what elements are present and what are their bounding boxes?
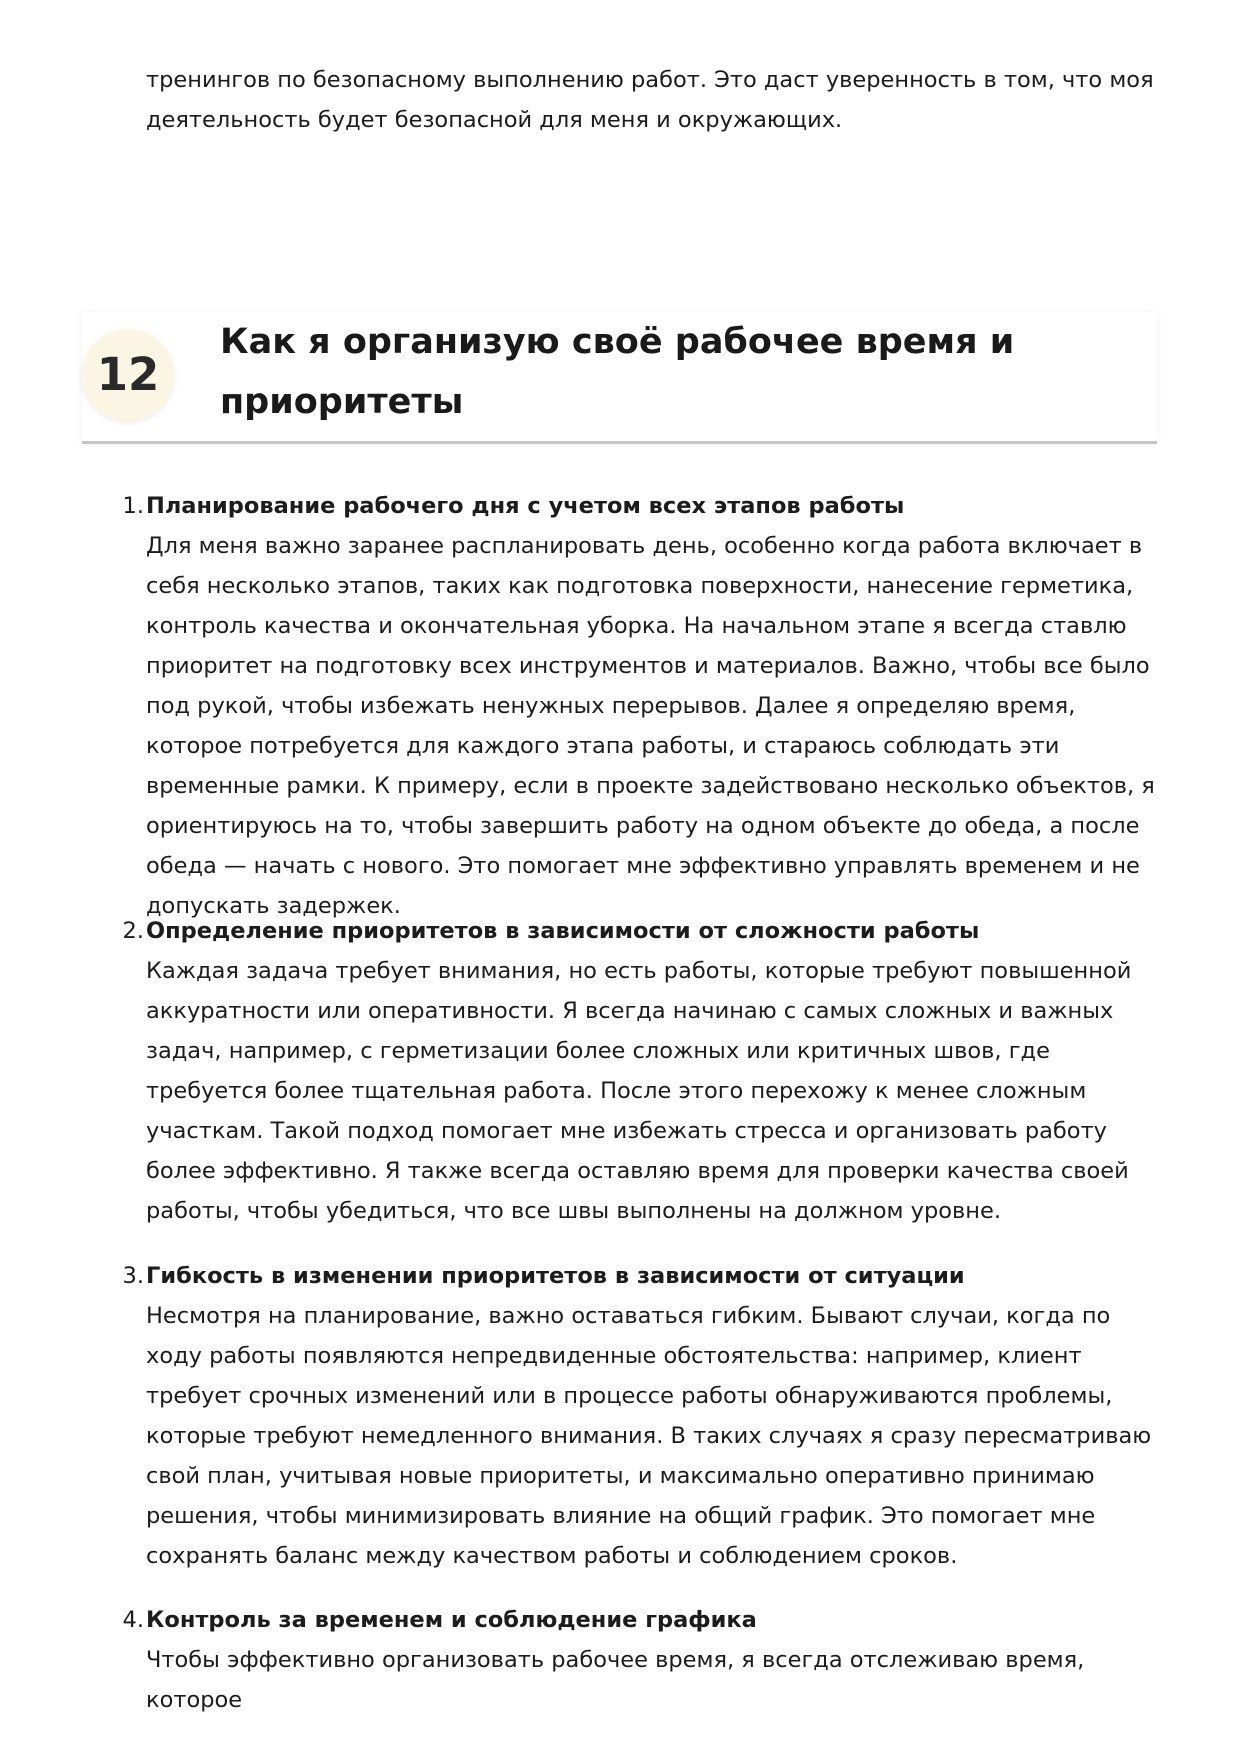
list-item-number: 3. — [122, 1263, 144, 1289]
list-item-text: Чтобы эффективно организовать рабочее время, я всегда отслеживаю время, которое — [146, 1647, 1085, 1713]
list-item-number: 4. — [122, 1607, 144, 1633]
list-item — [122, 911, 1156, 1231]
list-item-text: Каждая задача требует внимания, но есть работы, которые требуют повышенной аккуратности или оперативности. Я всегда начинаю с самых сложных и важных задач, например, с герметизации более сложных или критичных швов, где требуется более тщательная работа. После этого перехожу к менее сложным участкам. Такой подход помогает мне избежать стресса и организовать работу более эффективно. Я также всегда оставляю время для проверки качества своей работы, чтобы убедиться, что все швы выполнены на должном уровне. — [146, 958, 1132, 1224]
list-item-number: 1. — [122, 493, 144, 519]
list-item-text: Несмотря на планирование, важно оставаться гибким. Бывают случаи, когда по ходу работы появляются непредвиденные обстоятельства: например, клиент требует срочных изменений или в процессе работы обнаруживаются проблемы, которые требуют немедленного внимания. В таких случаях я сразу пересматриваю свой план, учитывая новые приоритеты, и максимально оперативно принимаю решения, чтобы минимизировать влияние на общий график. Это помогает мне сохранять баланс между качеством работы и соблюдением сроков. — [146, 1303, 1152, 1569]
list-item-text: Для меня важно заранее распланировать день, особенно когда работа включает в себя несколько этапов, таких как подготовка поверхности, нанесение герметика, контроль качества и окончательная уборка. На начальном этапе я всегда ставлю приоритет на подготовку всех инструментов и материалов. Важно, чтобы все было под рукой, чтобы избежать ненужных перерывов. Далее я определяю время, которое потребуется для каждого этапа работы, и стараюсь соблюдать эти временные рамки. К примеру, если в проекте задействовано несколько объектов, я ориентируюсь на то, чтобы завершить работу на одном объекте до обеда, а после обеда — начать с нового. Это помогает мне эффективно управлять временем и не допускать задержек. — [146, 533, 1155, 919]
list-item-title: Определение приоритетов в зависимости от сложности работы — [146, 918, 980, 944]
section-number-badge: 12 — [82, 329, 174, 421]
section-title: Как я организую своё рабочее время и приоритеты — [220, 322, 1015, 422]
list-item-title: Гибкость в изменении приоритетов в зависимости от ситуации — [146, 1263, 965, 1289]
list-item-number: 2. — [122, 918, 144, 944]
list-item — [122, 1256, 1156, 1576]
list-item-title: Планирование рабочего дня с учетом всех этапов работы — [146, 493, 905, 519]
list-item — [122, 486, 1156, 926]
section-header — [82, 312, 1157, 444]
list-item — [122, 1600, 1156, 1720]
intro-paragraph: тренингов по безопасному выполнению работ. Это даст уверенность в том, что моя деятельность будет безопасной для меня и окружающих. — [146, 67, 1154, 133]
list-item-title: Контроль за временем и соблюдение графика — [146, 1607, 757, 1633]
